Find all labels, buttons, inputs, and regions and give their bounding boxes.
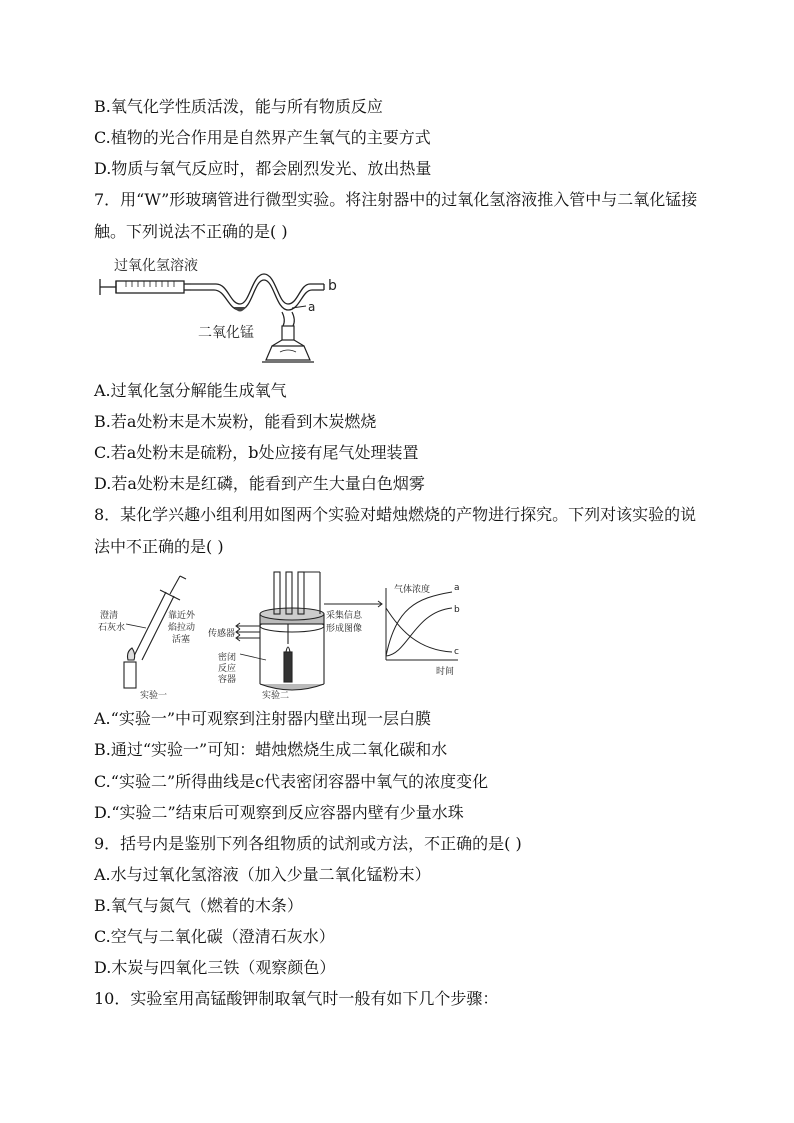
q7-w-tube-figure (96, 252, 356, 377)
label-lime-2: 石灰水 (98, 623, 126, 633)
q9-option-d: D.木炭与四氧化三铁（观察颜色） (94, 958, 336, 977)
label-container-3: 容器 (218, 675, 237, 685)
label-note-2: 焰拉动 (168, 623, 196, 633)
q10-stem: 10．实验室用高锰酸钾制取氧气时一般有如下几个步骤： (94, 989, 499, 1008)
alcohol-lamp (262, 312, 314, 362)
q7-option-d: D.若a处粉末是红磷，能看到产生大量白色烟雾 (94, 474, 425, 493)
label-h2o2: 过氧化氢溶液 (114, 258, 198, 274)
q7-option-b: B.若a处粉末是木炭粉，能看到木炭燃烧 (94, 412, 377, 431)
curve-a-label: a (454, 583, 460, 593)
q8-experiments-figure (96, 568, 476, 702)
label-b: b (328, 278, 337, 294)
label-collect-2: 形成图像 (326, 624, 363, 634)
q8-stem-line-1: 8．某化学兴趣小组利用如图两个实验对蜡烛燃烧的产物进行探究。下列对该实验的说 (94, 505, 697, 524)
q6-option-b: B.氧气化学性质活泼，能与所有物质反应 (94, 97, 383, 116)
caption-experiment-1: 实验一 (140, 691, 168, 701)
q8-option-b: B.通过“实验一”可知：蜡烛燃烧生成二氧化碳和水 (94, 740, 448, 759)
experiment-2-container (260, 572, 324, 690)
graph-y-label: 气体浓度 (394, 585, 431, 595)
q8-option-a: A.“实验一”中可观察到注射器内壁出现一层白膜 (94, 709, 432, 728)
q7-option-c: C.若a处粉末是硫粉，b处应接有尾气处理装置 (94, 443, 419, 462)
caption-experiment-2: 实验二 (262, 691, 290, 701)
curve-b-label: b (454, 605, 460, 615)
w-tube (191, 274, 324, 310)
q9-option-b: B.氧气与氮气（燃着的木条） (94, 896, 303, 915)
q8-stem-line-2: 法中不正确的是( ) (94, 537, 224, 556)
q6-option-c: C.植物的光合作用是自然界产生氧气的主要方式 (94, 128, 431, 147)
curve-c-label: c (454, 647, 459, 657)
q7-stem-line-1: 7．用“W”形玻璃管进行微型实验。将注射器中的过氧化氢溶液推入管中与二氧化锰接 (94, 190, 698, 209)
label-lime-1: 澄清 (100, 611, 119, 621)
label-mno2: 二氧化锰 (198, 325, 254, 341)
label-container-2: 反应 (218, 664, 237, 674)
q9-option-a: A.水与过氧化氢溶液（加入少量二氧化锰粉末） (94, 865, 431, 884)
label-note-1: 靠近外 (168, 611, 196, 621)
label-sensor: 传感器 (208, 629, 236, 639)
experiment-1-candle (124, 648, 136, 688)
q7-stem-line-2: 触。下列说法不正确的是( ) (94, 222, 288, 241)
label-a: a (308, 300, 316, 314)
concentration-graph (386, 588, 458, 660)
label-note-3: 活塞 (172, 635, 191, 645)
q6-option-d: D.物质与氧气反应时，都会剧烈发光、放出热量 (94, 159, 432, 178)
q8-option-c: C.“实验二”所得曲线是c代表密闭容器中氧气的浓度变化 (94, 772, 489, 791)
q9-stem: 9．括号内是鉴别下列各组物质的试剂或方法，不正确的是( ) (94, 834, 522, 853)
sensor-arrows (236, 623, 260, 641)
collect-arrow (324, 601, 382, 607)
mno2-powder (234, 307, 246, 312)
label-container-1: 密闭 (218, 653, 237, 663)
q8-option-d: D.“实验二”结束后可观察到反应容器内壁有少量水珠 (94, 803, 464, 822)
syringe (100, 279, 191, 295)
graph-x-label: 时间 (436, 667, 455, 677)
q7-option-a: A.过氧化氢分解能生成氧气 (94, 381, 287, 400)
q9-option-c: C.空气与二氧化碳（澄清石灰水） (94, 927, 335, 946)
label-collect-1: 采集信息 (326, 611, 363, 621)
